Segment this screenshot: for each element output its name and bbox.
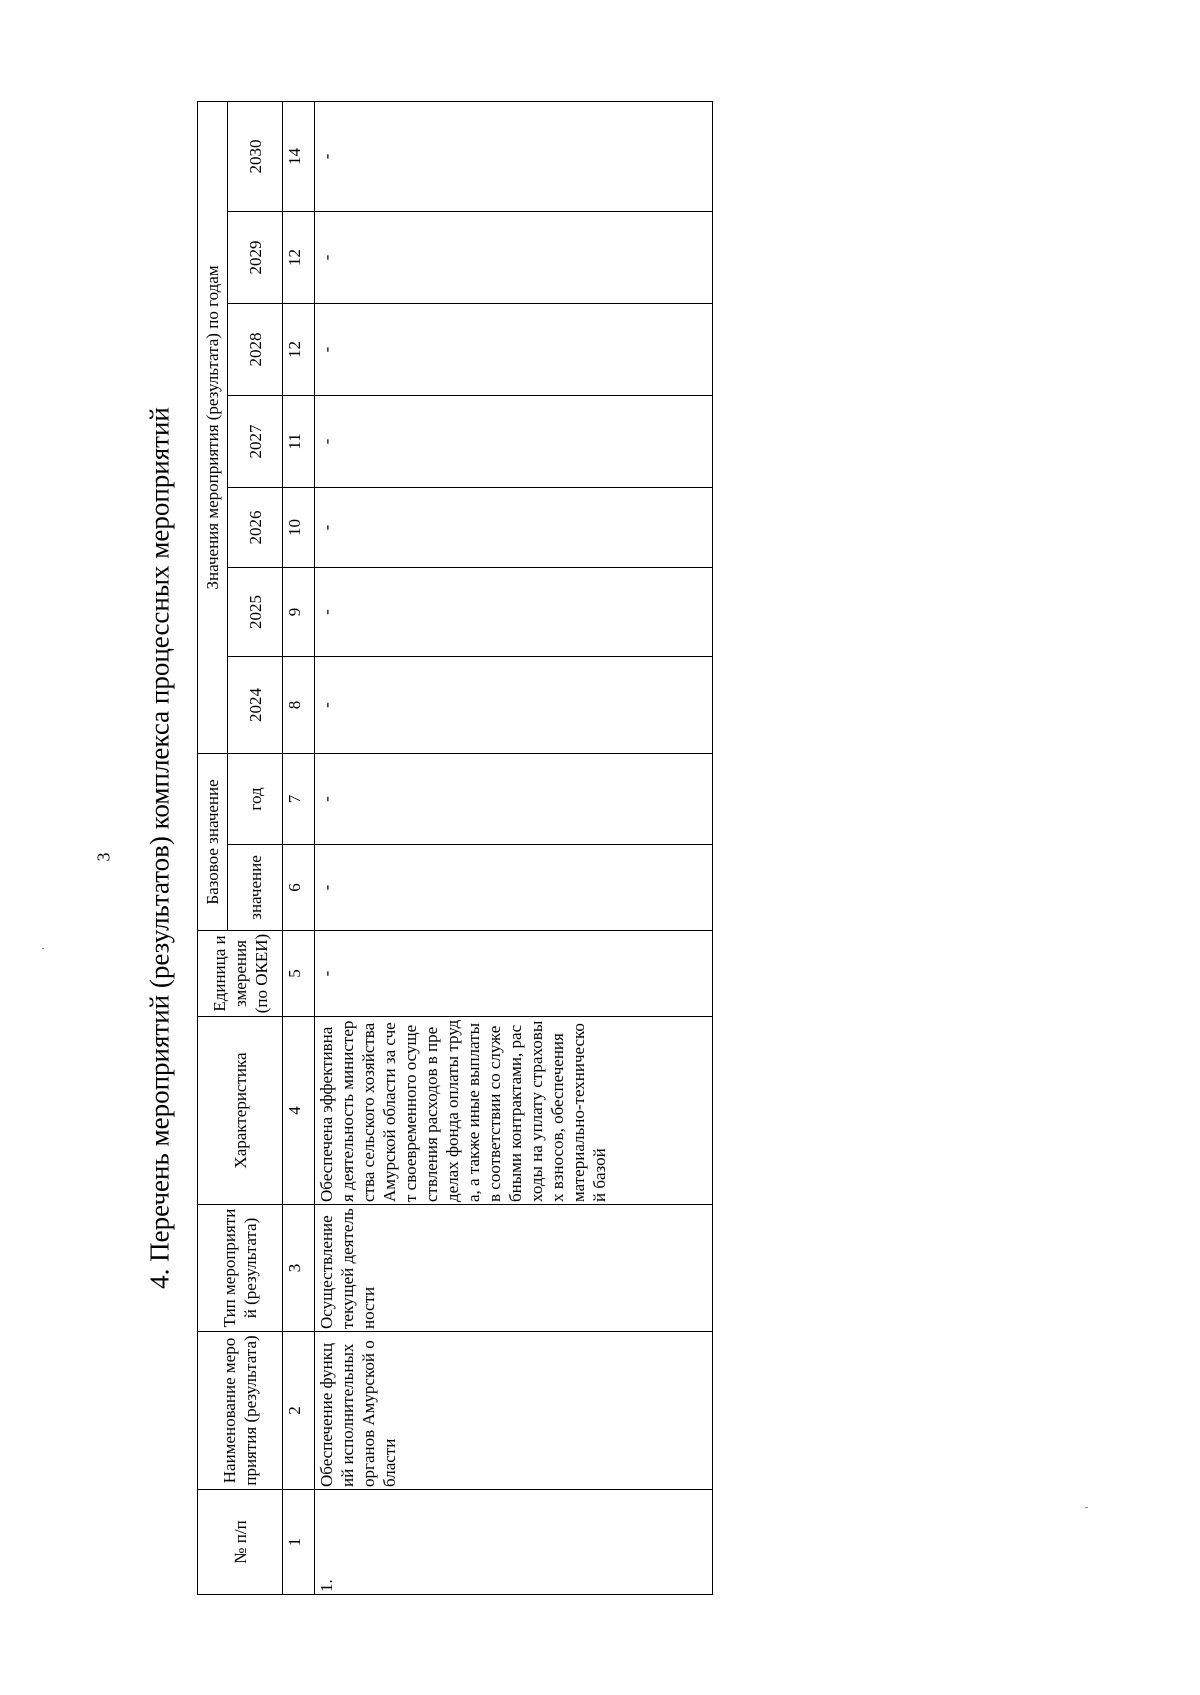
header-base-year: год: [228, 753, 283, 844]
col-number: 2: [283, 1332, 315, 1490]
cell-year-2027: -: [315, 395, 713, 487]
scan-speck: [1085, 1507, 1088, 1508]
cell-year-2025: -: [315, 567, 713, 656]
scan-speck: [42, 948, 44, 949]
col-number: 9: [283, 567, 315, 656]
header-base: Базовое значение: [198, 753, 228, 930]
header-year-2025: 2025: [228, 567, 283, 656]
cell-characteristic: Обеспечена эффективная деятельность министерства сельского хозяйства Амурской области за счет своевременного осуществления расходов в пределах фонда оплаты труда, а также иные выплаты в соответствии со служебными контрактами, расходы на уплату страховых взносов, обеспечения материально-технической базой: [315, 1017, 713, 1205]
header-year-2027: 2027: [228, 395, 283, 487]
header-unit: Единица измерения (по ОКЕИ): [198, 931, 283, 1017]
header-type: Тип мероприятий (результата): [198, 1205, 283, 1332]
header-year-2026: 2026: [228, 487, 283, 567]
activities-table: [197, 101, 713, 1595]
cell-year-2030: -: [315, 101, 713, 211]
col-number: 6: [283, 845, 315, 931]
cell-year-2026: -: [315, 487, 713, 567]
col-number: 7: [283, 753, 315, 844]
table-row: [315, 101, 713, 1594]
col-number: 12: [283, 303, 315, 395]
col-number: 1: [283, 1490, 315, 1595]
col-number: 14: [283, 101, 315, 211]
col-number: 4: [283, 1017, 315, 1205]
header-year-2024: 2024: [228, 656, 283, 753]
col-number: 3: [283, 1205, 315, 1332]
cell-year-2028: -: [315, 303, 713, 395]
cell-base-value: -: [315, 845, 713, 931]
rotated-table-container: [197, 110, 764, 1595]
cell-num: 1.: [315, 1490, 713, 1595]
cell-base-year: -: [315, 753, 713, 844]
header-num: № п/п: [198, 1490, 283, 1595]
col-number: 8: [283, 656, 315, 753]
col-number: 12: [283, 211, 315, 303]
col-number: 11: [283, 395, 315, 487]
header-year-2029: 2029: [228, 211, 283, 303]
page-title: 4. Перечень мероприятий (результатов) комплекса процессных мероприятий: [144, 407, 175, 1289]
header-characteristic: Характеристика: [198, 1017, 283, 1205]
cell-year-2024: -: [315, 656, 713, 753]
cell-name: Обеспечение функций исполнительных органов Амурской области: [315, 1332, 713, 1490]
header-years-group: Значения мероприятия (результата) по годам: [198, 101, 228, 753]
cell-year-2029: -: [315, 211, 713, 303]
header-name: Наименование мероприятия (результата): [198, 1332, 283, 1490]
header-year-2028: 2028: [228, 303, 283, 395]
col-number: 5: [283, 931, 315, 1017]
cell-unit: -: [315, 931, 713, 1017]
col-number: 10: [283, 487, 315, 567]
header-year-2030: 2030: [228, 101, 283, 211]
cell-type: Осуществление текущей деятельности: [315, 1205, 713, 1332]
page-number: 3: [93, 852, 114, 862]
header-base-value: значение: [228, 845, 283, 931]
